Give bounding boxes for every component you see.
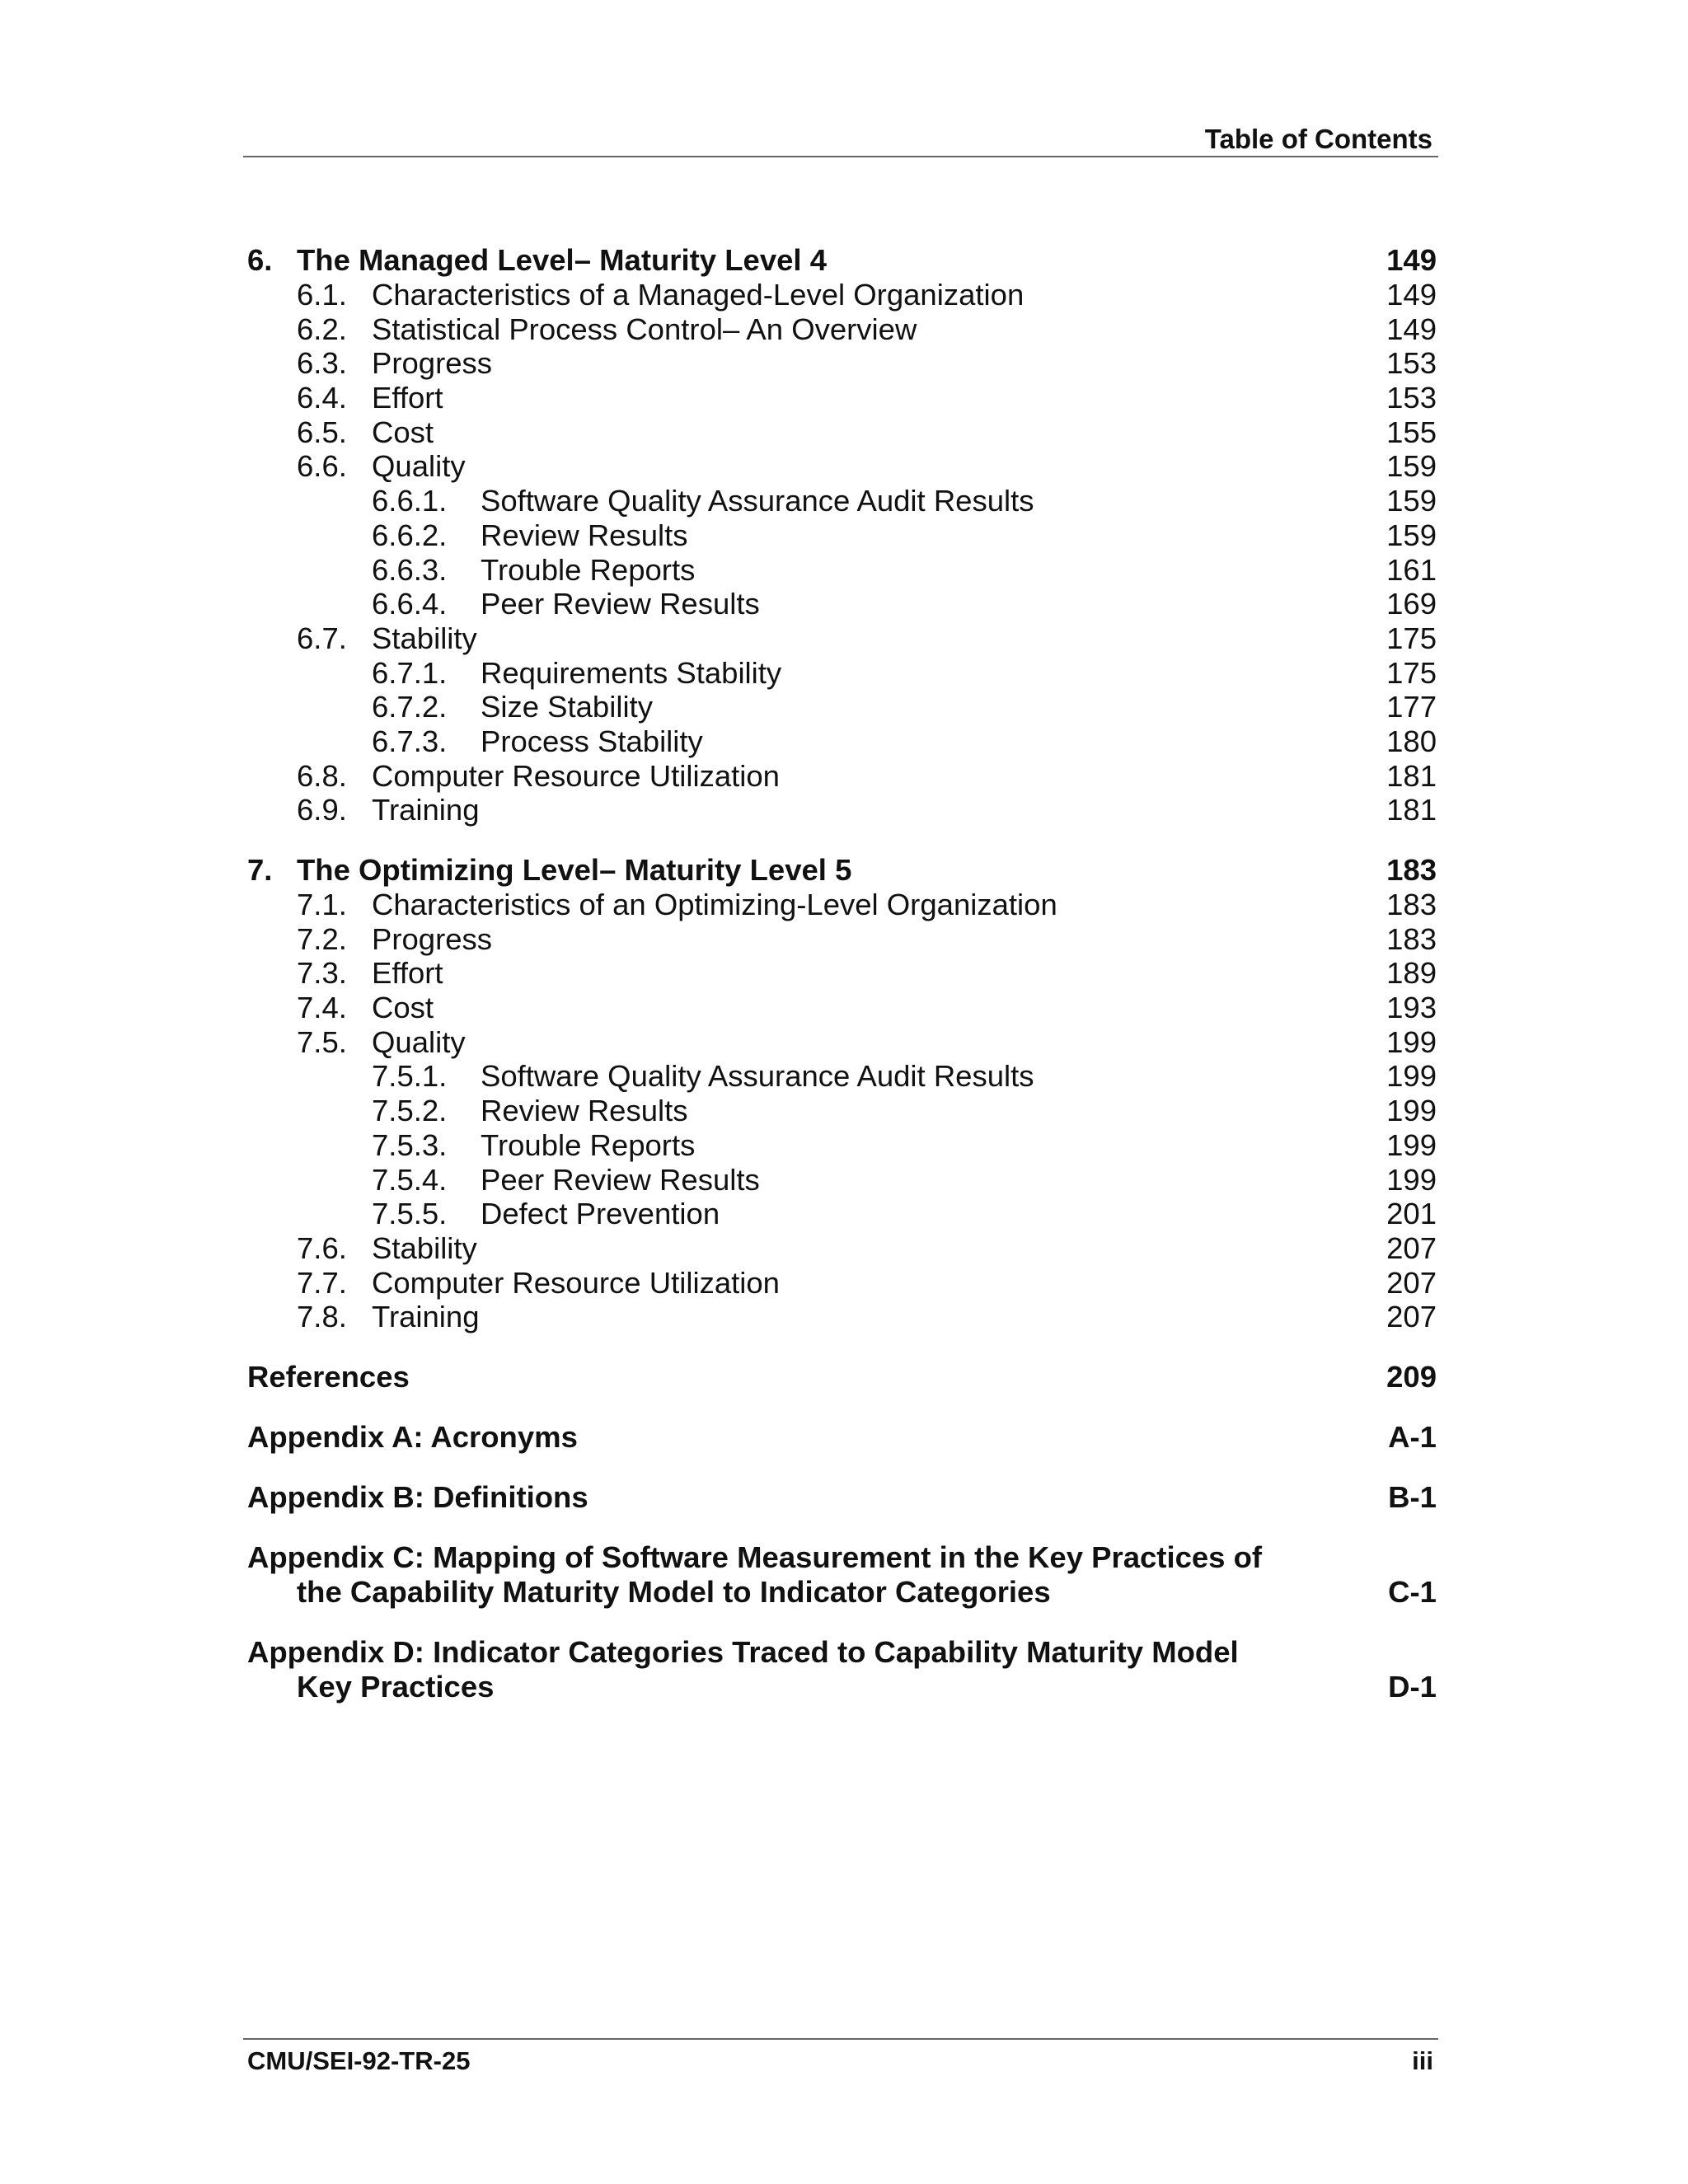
toc-page-number: 199 bbox=[1386, 1162, 1437, 1197]
toc-chapter-6[interactable] bbox=[247, 243, 1437, 278]
header-rule bbox=[243, 156, 1438, 157]
toc-page-number: 159 bbox=[1386, 518, 1437, 552]
toc-entry-7-5[interactable] bbox=[247, 1025, 1437, 1060]
toc-entry-number: 6.3. bbox=[297, 346, 347, 381]
toc-page-number: 189 bbox=[1386, 956, 1437, 991]
toc-page-number: 149 bbox=[1386, 278, 1437, 312]
running-header-title: Table of Contents bbox=[1204, 124, 1432, 154]
toc-page-number: 183 bbox=[1386, 888, 1437, 921]
toc-section-title-continued: Key Practices bbox=[297, 1669, 495, 1704]
toc-page-number: 153 bbox=[1386, 346, 1437, 381]
toc-page-number: 149 bbox=[1386, 312, 1437, 346]
toc-references[interactable] bbox=[247, 1360, 1437, 1394]
toc-section-title-continued: the Capability Maturity Model to Indicator Categories bbox=[297, 1574, 1051, 1609]
toc-entry-7-2[interactable] bbox=[247, 922, 1437, 957]
toc-page-number: 175 bbox=[1386, 621, 1437, 655]
toc-page-number: 209 bbox=[1386, 1359, 1437, 1394]
toc-page-number: 193 bbox=[1386, 991, 1437, 1025]
toc-entry-number: 6.7. bbox=[297, 621, 347, 655]
toc-page-number: 149 bbox=[1386, 243, 1437, 277]
toc-spacer bbox=[247, 1515, 1437, 1540]
toc-page-number: 207 bbox=[1386, 1230, 1437, 1265]
toc-entry-title: Quality bbox=[372, 1024, 466, 1059]
toc-chapter-7[interactable] bbox=[247, 853, 1437, 888]
toc-entry-number: 7.5. bbox=[297, 1024, 347, 1059]
toc-entry-number: 6.7.2. bbox=[372, 690, 448, 724]
toc-entry-6-7-3[interactable] bbox=[247, 724, 1437, 759]
toc-entry-7-3[interactable] bbox=[247, 956, 1437, 991]
toc-spacer bbox=[247, 1455, 1437, 1480]
toc-entry-title: Effort bbox=[372, 381, 443, 415]
toc-entry-number: 6.1. bbox=[297, 278, 347, 312]
toc-entry-7-7[interactable] bbox=[247, 1266, 1437, 1301]
toc-entry-title: Quality bbox=[372, 449, 466, 484]
toc-entry-title: Computer Resource Utilization bbox=[372, 1265, 780, 1300]
toc-entry-number: 7.5.5. bbox=[372, 1197, 448, 1231]
toc-entry-number: 6.7.1. bbox=[372, 655, 448, 690]
toc-entry-7-4[interactable] bbox=[247, 991, 1437, 1025]
toc-chapter-number: 6. bbox=[247, 243, 273, 277]
toc-entry-number: 7.5.4. bbox=[372, 1162, 448, 1197]
table-of-contents bbox=[247, 243, 1437, 1704]
toc-entry-title: Requirements Stability bbox=[481, 655, 782, 690]
footer-page-number: iii bbox=[1412, 2046, 1433, 2075]
toc-spacer bbox=[247, 827, 1437, 853]
toc-entry-title: Software Quality Assurance Audit Results bbox=[481, 1059, 1034, 1094]
toc-entry-title: Cost bbox=[372, 415, 434, 449]
toc-entry-6-3[interactable] bbox=[247, 346, 1437, 381]
toc-entry-title: Trouble Reports bbox=[481, 1127, 696, 1162]
toc-entry-title: Computer Resource Utilization bbox=[372, 758, 780, 793]
toc-page-number: 181 bbox=[1386, 758, 1437, 793]
toc-entry-number: 6.2. bbox=[297, 312, 347, 346]
toc-entry-number: 7.8. bbox=[297, 1300, 347, 1334]
toc-section-title: Appendix D: Indicator Categories Traced to Capability Maturity Model bbox=[247, 1634, 1239, 1669]
toc-entry-number: 7.4. bbox=[297, 991, 347, 1025]
toc-entry-number: 7.6. bbox=[297, 1230, 347, 1265]
toc-entry-6-5[interactable] bbox=[247, 415, 1437, 450]
toc-chapter-title: The Optimizing Level– Maturity Level 5 bbox=[297, 853, 852, 887]
toc-entry-6-8[interactable] bbox=[247, 759, 1437, 794]
toc-entry-title: Process Stability bbox=[481, 724, 703, 758]
toc-entry-6-7-1[interactable] bbox=[247, 656, 1437, 691]
toc-entry-6-6-3[interactable] bbox=[247, 553, 1437, 588]
toc-entry-number: 7.5.1. bbox=[372, 1059, 448, 1094]
toc-spacer bbox=[247, 1334, 1437, 1360]
toc-section-title: Appendix A: Acronyms bbox=[247, 1419, 578, 1454]
toc-entry-title: Training bbox=[372, 1300, 480, 1334]
toc-entry-number: 7.2. bbox=[297, 921, 347, 956]
toc-section-title: Appendix B: Definitions bbox=[247, 1479, 588, 1514]
toc-page-number: A-1 bbox=[1388, 1419, 1437, 1454]
toc-entry-title: Progress bbox=[372, 346, 493, 381]
toc-page-number: 177 bbox=[1386, 690, 1437, 724]
toc-entry-title: Peer Review Results bbox=[481, 587, 760, 621]
toc-section-title: References bbox=[247, 1359, 410, 1394]
toc-entry-number: 7.1. bbox=[297, 888, 347, 921]
toc-appendix-c[interactable] bbox=[247, 1540, 1437, 1610]
toc-entry-title: Characteristics of a Managed-Level Organization bbox=[372, 278, 1025, 312]
toc-entry-title: Stability bbox=[372, 1230, 477, 1265]
toc-entry-number: 6.6.3. bbox=[372, 552, 448, 587]
toc-page-number: 155 bbox=[1386, 415, 1437, 449]
toc-page-number: 199 bbox=[1386, 1024, 1437, 1059]
toc-entry-7-5-3[interactable] bbox=[247, 1128, 1437, 1163]
toc-entry-number: 6.4. bbox=[297, 381, 347, 415]
toc-entry-7-6[interactable] bbox=[247, 1231, 1437, 1266]
toc-page-number: 201 bbox=[1386, 1197, 1437, 1231]
toc-chapter-number: 7. bbox=[247, 853, 273, 887]
toc-appendix-d[interactable] bbox=[247, 1635, 1437, 1704]
toc-appendix-a[interactable] bbox=[247, 1420, 1437, 1455]
toc-page-number: 207 bbox=[1386, 1300, 1437, 1334]
toc-entry-number: 7.7. bbox=[297, 1265, 347, 1300]
toc-entry-title: Peer Review Results bbox=[481, 1162, 760, 1197]
toc-entry-6-7[interactable] bbox=[247, 621, 1437, 656]
toc-entry-number: 6.7.3. bbox=[372, 724, 448, 758]
toc-entry-title: Training bbox=[372, 793, 480, 827]
toc-entry-title: Stability bbox=[372, 621, 477, 655]
toc-entry-number: 6.8. bbox=[297, 758, 347, 793]
toc-page-number: 199 bbox=[1386, 1094, 1437, 1128]
toc-entry-number: 6.6. bbox=[297, 449, 347, 484]
toc-page-number: 169 bbox=[1386, 587, 1437, 621]
toc-page-number: 199 bbox=[1386, 1059, 1437, 1094]
toc-entry-number: 7.5.3. bbox=[372, 1127, 448, 1162]
toc-section-title: Appendix C: Mapping of Software Measurement in the Key Practices of bbox=[247, 1540, 1263, 1574]
toc-page-number: 159 bbox=[1386, 449, 1437, 484]
toc-entry-title: Progress bbox=[372, 921, 493, 956]
toc-entry-title: Cost bbox=[372, 991, 434, 1025]
toc-page-number: 199 bbox=[1386, 1127, 1437, 1162]
toc-page-number: 161 bbox=[1386, 552, 1437, 587]
footer-rule bbox=[243, 2038, 1438, 2040]
toc-entry-title: Statistical Process Control– An Overview bbox=[372, 312, 917, 346]
toc-entry-6-6-2[interactable] bbox=[247, 518, 1437, 553]
toc-entry-title: Trouble Reports bbox=[481, 552, 696, 587]
toc-spacer bbox=[247, 1394, 1437, 1420]
toc-entry-title: Review Results bbox=[481, 1094, 688, 1128]
toc-entry-number: 6.9. bbox=[297, 793, 347, 827]
toc-page-number: 207 bbox=[1386, 1265, 1437, 1300]
toc-entry-title: Effort bbox=[372, 956, 443, 991]
toc-entry-title: Size Stability bbox=[481, 690, 653, 724]
toc-page-number: B-1 bbox=[1388, 1479, 1437, 1514]
toc-page-number: 180 bbox=[1386, 724, 1437, 758]
toc-page-number: 181 bbox=[1386, 793, 1437, 827]
toc-page-number: 175 bbox=[1386, 655, 1437, 690]
toc-entry-title: Characteristics of an Optimizing-Level Organization bbox=[372, 888, 1057, 921]
toc-entry-6-6[interactable] bbox=[247, 449, 1437, 484]
toc-entry-7-5-1[interactable] bbox=[247, 1059, 1437, 1094]
toc-page-number: 159 bbox=[1386, 484, 1437, 518]
toc-entry-number: 6.6.1. bbox=[372, 484, 448, 518]
toc-spacer bbox=[247, 1610, 1437, 1635]
toc-entry-title: Review Results bbox=[481, 518, 688, 552]
toc-entry-6-4[interactable] bbox=[247, 381, 1437, 415]
toc-entry-6-6-1[interactable] bbox=[247, 484, 1437, 518]
toc-entry-number: 7.5.2. bbox=[372, 1094, 448, 1128]
toc-entry-number: 6.5. bbox=[297, 415, 347, 449]
toc-entry-7-1[interactable] bbox=[247, 888, 1437, 922]
toc-page-number: D-1 bbox=[1388, 1669, 1437, 1704]
toc-entry-6-6-4[interactable] bbox=[247, 587, 1437, 621]
toc-chapter-title: The Managed Level– Maturity Level 4 bbox=[297, 243, 828, 277]
toc-entry-title: Defect Prevention bbox=[481, 1197, 720, 1231]
toc-entry-6-2[interactable] bbox=[247, 312, 1437, 347]
toc-page-number: 183 bbox=[1386, 921, 1437, 956]
toc-entry-number: 6.6.2. bbox=[372, 518, 448, 552]
toc-entry-7-8[interactable] bbox=[247, 1300, 1437, 1334]
toc-entry-number: 7.3. bbox=[297, 956, 347, 991]
toc-entry-6-1[interactable] bbox=[247, 278, 1437, 312]
toc-entry-7-5-5[interactable] bbox=[247, 1197, 1437, 1231]
footer-document-id: CMU/SEI-92-TR-25 bbox=[247, 2046, 471, 2075]
toc-appendix-b[interactable] bbox=[247, 1480, 1437, 1515]
toc-entry-number: 6.6.4. bbox=[372, 587, 448, 621]
toc-entry-6-9[interactable] bbox=[247, 793, 1437, 827]
toc-page-number: 153 bbox=[1386, 381, 1437, 415]
toc-page-number: 183 bbox=[1386, 853, 1437, 887]
toc-entry-title: Software Quality Assurance Audit Results bbox=[481, 484, 1034, 518]
toc-entry-6-7-2[interactable] bbox=[247, 690, 1437, 724]
toc-page-number: C-1 bbox=[1388, 1574, 1437, 1609]
toc-entry-7-5-2[interactable] bbox=[247, 1094, 1437, 1128]
toc-entry-7-5-4[interactable] bbox=[247, 1163, 1437, 1197]
